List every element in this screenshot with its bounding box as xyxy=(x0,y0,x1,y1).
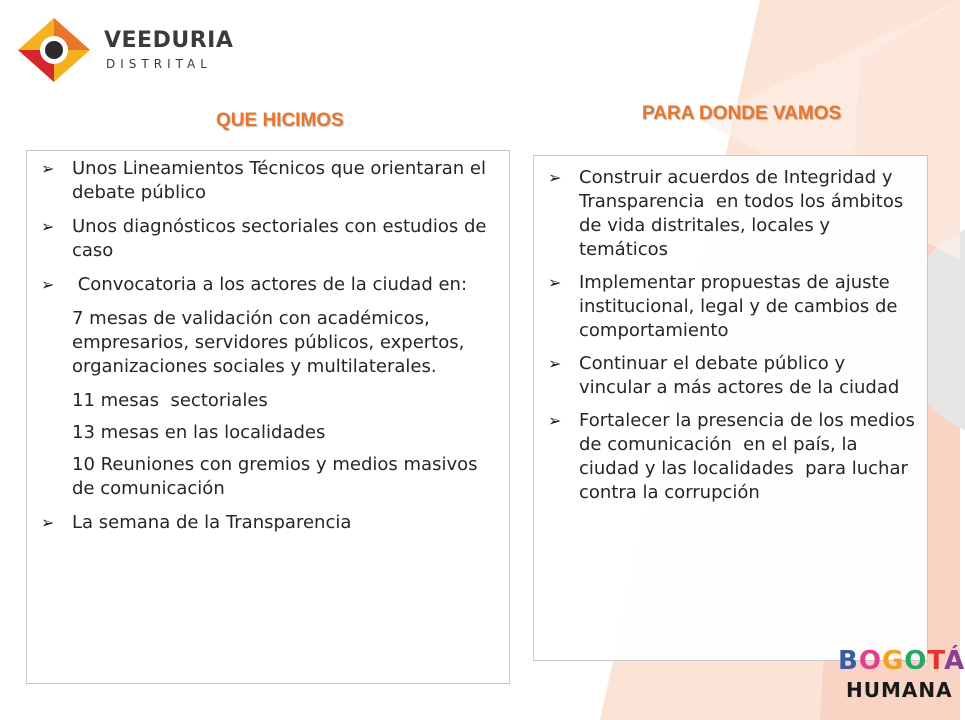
arrow-bullet-icon: ➢ xyxy=(548,354,562,373)
arrow-bullet-icon: ➢ xyxy=(548,168,562,187)
sub-item: 7 mesas de validación con académicos, empresarios, servidores públicos, expertos, organizaciones sociales y multilaterales. xyxy=(72,308,465,377)
logo-line2: DISTRITAL xyxy=(106,57,212,71)
list-item: ➢ Continuar el debate público y vincular a más actores de la ciudad xyxy=(548,353,900,398)
list-item: ➢ Implementar propuestas de ajuste institucional, legal y de cambios de comportamiento xyxy=(548,272,909,341)
arrow-bullet-icon: ➢ xyxy=(41,217,55,236)
list-item: ➢ La semana de la Transparencia xyxy=(41,512,352,533)
list-item: ➢ Fortalecer la presencia de los medios de comunicación en el país, la ciudad y las localidades para luchar contra la corrupción xyxy=(548,410,921,503)
bogota-humana-logo xyxy=(838,646,965,712)
arrow-bullet-icon: ➢ xyxy=(548,411,562,430)
bogota-letter: T xyxy=(927,646,945,676)
bogota-letter: O xyxy=(858,646,882,676)
bogota-letter: O xyxy=(904,646,928,676)
list-item: ➢ Convocatoria a los actores de la ciudad en: xyxy=(41,274,468,295)
arrow-bullet-icon: ➢ xyxy=(41,513,55,532)
humana-wordmark: HUMANA xyxy=(846,678,953,702)
bogota-letter: Á xyxy=(944,646,965,676)
left-heading: QUE HICIMOS xyxy=(216,110,344,131)
bogota-wordmark xyxy=(838,646,965,676)
sub-item: 11 mesas sectoriales xyxy=(72,390,268,411)
arrow-bullet-icon: ➢ xyxy=(41,159,55,178)
left-panel xyxy=(26,150,510,684)
bogota-letter: B xyxy=(838,646,859,676)
list-item: ➢ Construir acuerdos de Integridad y Transparencia en todos los ámbitos de vida distritales, locales y temáticos xyxy=(548,167,909,260)
arrow-bullet-icon: ➢ xyxy=(548,273,562,292)
veeduria-logo xyxy=(14,14,234,84)
sub-item: 10 Reuniones con gremios y medios masivos de comunicación xyxy=(72,454,478,499)
arrow-bullet-icon: ➢ xyxy=(41,275,55,294)
bogota-letter: G xyxy=(881,646,905,676)
veeduria-emblem-icon xyxy=(14,14,94,84)
logo-line1: VEEDURIA xyxy=(104,28,234,53)
right-panel xyxy=(533,155,928,661)
right-heading: PARA DONDE VAMOS xyxy=(642,103,842,124)
list-item: ➢ Unos diagnósticos sectoriales con estudios de caso xyxy=(41,216,487,261)
list-item: ➢ Unos Lineamientos Técnicos que orientaran el debate público xyxy=(41,158,486,203)
sub-item: 13 mesas en las localidades xyxy=(72,422,326,443)
